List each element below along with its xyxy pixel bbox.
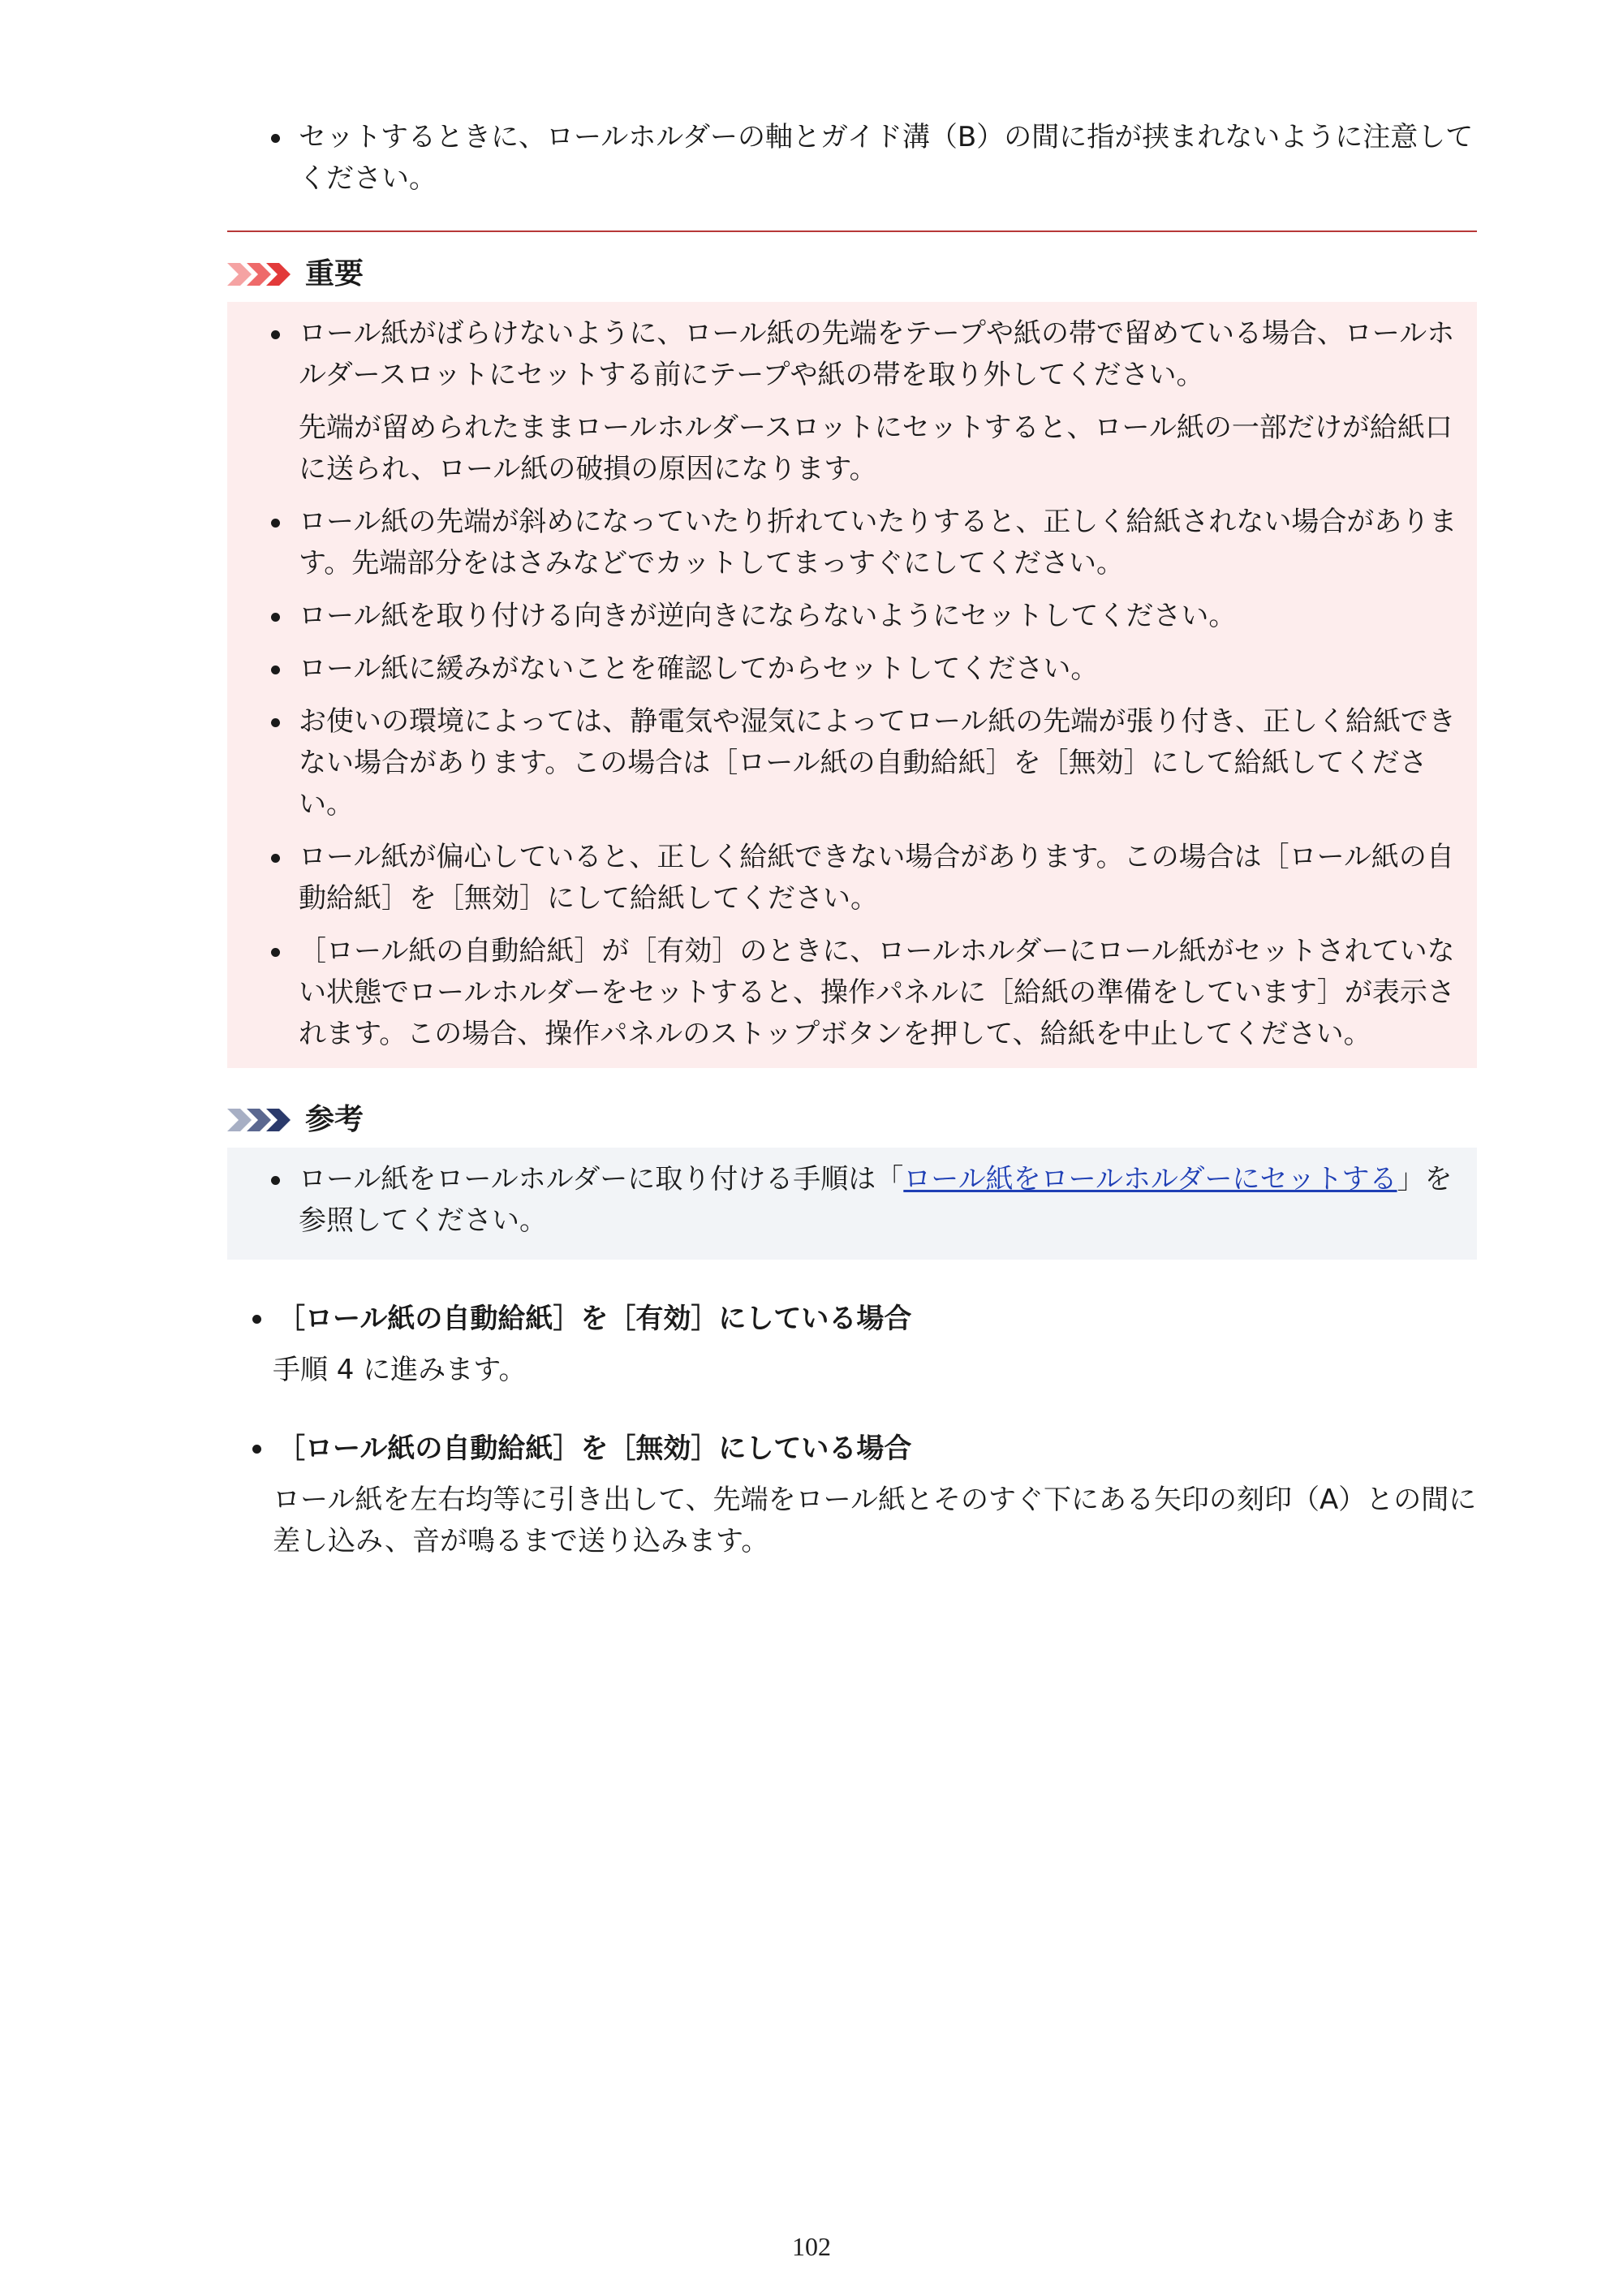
case-item-disabled [227,1428,1477,1562]
important-heading-label: 重要 [305,257,364,291]
page-content [227,114,1477,1600]
case-body: 手順 4 に進みます。 [273,1354,527,1386]
note-box [227,1148,1477,1260]
case-list [227,1299,1477,1562]
top-bullet-item: セットするときに、ロールホルダーの軸とガイド溝（B）の間に指が挟まれないように注意してください。 [227,117,1477,200]
note-list [227,1159,1477,1242]
important-item: お使いの環境によっては、静電気や湿気によってロール紙の先端が張り付き、正しく給紙できない場合があります。この場合は［ロール紙の自動給紙］を［無効］にして給紙してください。 [227,701,1477,825]
note-heading-label: 参考 [305,1103,364,1136]
important-item: ［ロール紙の自動給紙］が［有効］のときに、ロールホルダーにロール紙がセットされていない状態でロールホルダーをセットすると、操作パネルに［給紙の準備をしています］が表示されます。この場合、操作パネルのストップボタンを押して、給紙を中止してください。 [227,931,1477,1055]
note-item [227,1159,1477,1242]
note-item-prefix: ロール紙をロールホルダーに取り付ける手順は「 [299,1163,904,1195]
page-number: 102 [792,2232,831,2261]
important-heading [227,258,1477,291]
case-title: ［ロール紙の自動給紙］を［無効］にしている場合 [278,1432,912,1465]
important-item: ロール紙に緩みがないことを確認してからセットしてください。 [227,648,1477,690]
important-item-text: ロール紙がばらけないように、ロール紙の先端をテープや紙の帯で留めている場合、ロールホルダースロットにセットする前にテープや紙の帯を取り外してください。 [299,317,1455,391]
important-item-subtext: 先端が留められたままロールホルダースロットにセットすると、ロール紙の一部だけが給紙口に送られ、ロール紙の破損の原因になります。 [299,411,1453,485]
roll-paper-setup-link[interactable]: ロール紙をロールホルダーにセットする [903,1163,1397,1195]
triple-chevron-icon [227,263,295,286]
important-box [227,302,1477,1068]
note-item-suffix: 」を参照してください。 [299,1163,1453,1237]
section-divider [227,230,1477,232]
important-item: ロール紙の先端が斜めになっていたり折れていたりすると、正しく給紙されない場合があります。先端部分をはさみなどでカットしてまっすぐにしてください。 [227,502,1477,584]
case-item-enabled [227,1299,1477,1391]
note-heading [227,1104,1477,1136]
important-item: ロール紙を取り付ける向きが逆向きにならないようにセットしてください。 [227,596,1477,637]
important-item [227,313,1477,490]
important-item: ロール紙が偏心していると、正しく給紙できない場合があります。この場合は［ロール紙の自動給紙］を［無効］にして給紙してください。 [227,837,1477,920]
important-list [227,313,1477,1055]
top-bullet-list [227,117,1477,200]
case-body: ロール紙を左右均等に引き出して、先端をロール紙とそのすぐ下にある矢印の刻印（A）との間に差し込み、音が鳴るまで送り込みます。 [273,1484,1477,1557]
triple-chevron-icon [227,1109,295,1131]
case-title: ［ロール紙の自動給紙］を［有効］にしている場合 [278,1303,912,1335]
